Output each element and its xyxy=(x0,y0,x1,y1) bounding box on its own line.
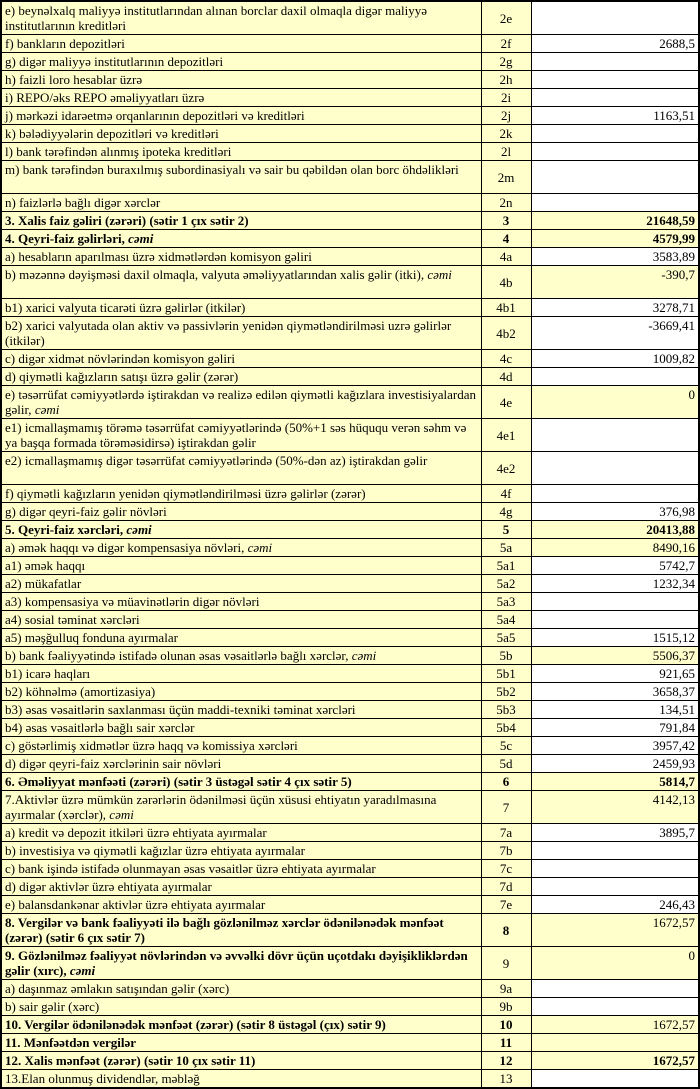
row-label-cell xyxy=(1,593,481,611)
row-code-cell: 4b1 xyxy=(481,299,531,317)
table-row xyxy=(1,230,699,248)
row-label-text: d) qiymətli kağızların satışı üzrə gəlir (zərər) xyxy=(5,369,239,384)
row-label-cell xyxy=(1,629,481,647)
row-code-cell: 9b xyxy=(481,998,531,1016)
row-value-cell xyxy=(531,593,699,611)
row-label-cell xyxy=(1,89,481,107)
row-label-italic-suffix: cəmi xyxy=(128,231,154,246)
row-code-cell: 7a xyxy=(481,824,531,842)
row-label-cell xyxy=(1,143,481,161)
table-row xyxy=(1,719,699,737)
table-row xyxy=(1,368,699,386)
table-row xyxy=(1,842,699,860)
row-label-text: b2) köhnəlmə (amortizasiya) xyxy=(5,684,156,699)
table-row xyxy=(1,350,699,368)
row-label-text: a4) sosial təminat xərcləri xyxy=(5,612,140,627)
row-value-cell xyxy=(531,860,699,878)
row-value-cell: 1163,51 xyxy=(531,107,699,125)
row-label-text: 9. Gözlənilməz fəaliyyət növlərindən və əvvəlki dövr üçün uçotdakı dəyişikliklərdən gəlir (xırc), xyxy=(5,948,468,978)
table-row xyxy=(1,248,699,266)
row-value-cell: 0 xyxy=(531,947,699,980)
row-code-cell: 5b xyxy=(481,647,531,665)
row-value-cell xyxy=(531,1,699,35)
row-label-text: d) digər aktivlər üzrə ehtiyata ayırmalar xyxy=(5,879,212,894)
row-label-text: l) bank tərəfindən alınmış ipoteka kreditləri xyxy=(5,144,232,159)
row-label-cell xyxy=(1,317,481,350)
row-code-cell: 2m xyxy=(481,161,531,194)
row-code-cell: 4g xyxy=(481,503,531,521)
row-label-text: a) daşınmaz əmlakın satışından gəlir (xərc) xyxy=(5,981,230,996)
row-label-cell xyxy=(1,1016,481,1034)
row-label-cell xyxy=(1,35,481,53)
row-label-cell xyxy=(1,860,481,878)
table-row xyxy=(1,143,699,161)
table-row xyxy=(1,299,699,317)
row-value-cell xyxy=(531,194,699,212)
table-row xyxy=(1,665,699,683)
row-value-cell xyxy=(531,419,699,452)
row-label-text: 12. Xalis mənfəət (zərər) (sətir 10 çıx sətir 11) xyxy=(5,1053,256,1068)
row-label-italic-suffix: cəmi xyxy=(247,540,273,555)
table-row xyxy=(1,485,699,503)
row-code-cell: 12 xyxy=(481,1052,531,1070)
row-label-cell xyxy=(1,1034,481,1052)
row-label-cell xyxy=(1,299,481,317)
row-label-text: b) investisiya və qiymətli kağızlar üzrə ehtiyata ayırmalar xyxy=(5,843,305,858)
table-row xyxy=(1,1070,699,1089)
table-row xyxy=(1,194,699,212)
row-code-cell: 2f xyxy=(481,35,531,53)
row-label-text: f) qiymətli kağızların yenidən qiymətləndirilməsi üzrə gəlirlər (zərər) xyxy=(5,486,366,501)
row-label-text: 4. Qeyri-faiz gəlirləri, xyxy=(5,231,129,246)
table-row xyxy=(1,791,699,824)
row-label-cell xyxy=(1,683,481,701)
row-code-cell: 7c xyxy=(481,860,531,878)
row-label-text: e) beynəlxalq maliyyə institutlarından alınan borclar daxil olmaqla digər maliyyə institutlarının kreditləri xyxy=(5,3,427,33)
row-label-text: 6. Əməliyyat mənfəəti (zərəri) (sətir 3 üstəgəl sətir 4 çıx sətir 5) xyxy=(5,774,352,789)
row-label-text: g) digər maliyyə institutlarının depozitləri xyxy=(5,54,224,69)
table-row xyxy=(1,35,699,53)
row-value-cell xyxy=(531,611,699,629)
row-label-text: c) bank işində istifadə olunmayan əsas vəsaitlər üzrə ehtiyata ayırmalar xyxy=(5,861,376,876)
row-code-cell: 4 xyxy=(481,230,531,248)
table-row xyxy=(1,1016,699,1034)
row-label-text: i) REPO/əks REPO əməliyyatları üzrə xyxy=(5,90,205,105)
row-value-cell: 1672,57 xyxy=(531,1016,699,1034)
row-code-cell: 5a4 xyxy=(481,611,531,629)
table-row xyxy=(1,71,699,89)
row-label-italic-suffix: cəmi xyxy=(427,267,452,282)
row-code-cell: 6 xyxy=(481,773,531,791)
table-row xyxy=(1,947,699,980)
row-label-cell xyxy=(1,878,481,896)
row-label-text: b3) əsas vəsaitlərin saxlanması üçün maddi-texniki təminat xərcləri xyxy=(5,702,356,717)
row-value-cell xyxy=(531,878,699,896)
row-code-cell: 5a1 xyxy=(481,557,531,575)
row-value-cell: 3895,7 xyxy=(531,824,699,842)
row-label-cell xyxy=(1,737,481,755)
row-value-cell: 3278,71 xyxy=(531,299,699,317)
table-row xyxy=(1,266,699,299)
row-value-cell xyxy=(531,980,699,998)
row-value-cell: 376,98 xyxy=(531,503,699,521)
row-value-cell xyxy=(531,485,699,503)
row-value-cell: 20413,88 xyxy=(531,521,699,539)
row-code-cell: 5c xyxy=(481,737,531,755)
row-value-cell: 1672,57 xyxy=(531,1052,699,1070)
table-row xyxy=(1,683,699,701)
row-value-cell: 921,65 xyxy=(531,665,699,683)
table-row xyxy=(1,503,699,521)
row-label-cell xyxy=(1,701,481,719)
row-label-text: b4) əsas vəsaitlərlə bağlı sair xərclər xyxy=(5,720,195,735)
row-label-text: e) balansdankənar aktivlər üzrə ehtiyata ayırmalar xyxy=(5,897,266,912)
row-label-cell xyxy=(1,557,481,575)
table-row xyxy=(1,89,699,107)
row-label-cell xyxy=(1,539,481,557)
row-code-cell: 2e xyxy=(481,1,531,35)
row-label-text: a) kredit və depozit itkiləri üzrə ehtiyata ayırmalar xyxy=(5,825,267,840)
table-row xyxy=(1,755,699,773)
row-code-cell: 7e xyxy=(481,896,531,914)
row-value-cell: 134,51 xyxy=(531,701,699,719)
row-label-cell xyxy=(1,842,481,860)
row-code-cell: 5b2 xyxy=(481,683,531,701)
row-label-cell xyxy=(1,611,481,629)
row-value-cell xyxy=(531,53,699,71)
row-label-text: h) faizli loro hesablar üzrə xyxy=(5,72,143,87)
row-label-cell xyxy=(1,719,481,737)
row-label-italic-suffix: cəmi xyxy=(351,648,377,663)
row-label-text: f) bankların depozitləri xyxy=(5,36,125,51)
row-value-cell xyxy=(531,1070,699,1089)
row-code-cell: 5a3 xyxy=(481,593,531,611)
row-value-cell: 3658,37 xyxy=(531,683,699,701)
row-code-cell: 2n xyxy=(481,194,531,212)
table-row xyxy=(1,53,699,71)
row-value-cell: 246,43 xyxy=(531,896,699,914)
row-value-cell xyxy=(531,89,699,107)
row-label-text: 13.Elan olunmuş dividendlər, məbləğ xyxy=(5,1071,200,1086)
row-value-cell xyxy=(531,368,699,386)
row-label-text: b2) xarici valyutada olan aktiv və passivlərin yenidən qiymətləndirilməsi uzrə gəlirlər (itkilər) xyxy=(5,318,452,348)
row-label-cell xyxy=(1,914,481,947)
row-code-cell: 4d xyxy=(481,368,531,386)
row-label-cell xyxy=(1,896,481,914)
row-label-text: m) bank tərəfindən buraxılmış subordinasiyalı və sair bu qəbildən olan borc öhdəlikləri xyxy=(5,162,459,177)
row-code-cell: 13 xyxy=(481,1070,531,1089)
row-value-cell: -3669,41 xyxy=(531,317,699,350)
row-value-cell: 1515,12 xyxy=(531,629,699,647)
row-code-cell: 2k xyxy=(481,125,531,143)
row-code-cell: 4f xyxy=(481,485,531,503)
row-label-text: a2) mükafatlar xyxy=(5,576,82,591)
row-code-cell: 7b xyxy=(481,842,531,860)
row-code-cell: 9a xyxy=(481,980,531,998)
row-label-text: e) təsərrüfat cəmiyyətlərdə iştirakdan və realizə edilən qiymətli kağızlara investisiyalardan gəlir, xyxy=(5,387,477,417)
row-code-cell: 10 xyxy=(481,1016,531,1034)
row-code-cell: 5a5 xyxy=(481,629,531,647)
row-label-italic-suffix: cəmi xyxy=(34,402,60,417)
row-label-text: d) digər qeyri-faiz xərclərinin sair növləri xyxy=(5,756,222,771)
row-label-cell xyxy=(1,1070,481,1089)
row-code-cell: 5b1 xyxy=(481,665,531,683)
table-row xyxy=(1,539,699,557)
row-code-cell: 2l xyxy=(481,143,531,161)
row-label-italic-suffix: cəmi xyxy=(69,963,96,978)
row-code-cell: 3 xyxy=(481,212,531,230)
row-label-italic-suffix: cəmi xyxy=(109,807,134,822)
row-code-cell: 4e xyxy=(481,386,531,419)
table-row xyxy=(1,998,699,1016)
row-label-text: b) sair gəlir (xərc) xyxy=(5,999,100,1014)
row-label-text: 7.Aktivlər üzrə mümkün zərərlərin ödənilməsi üçün xüsusi ehtiyatın yaradılmasına ayırmalar (xərclər), xyxy=(5,792,437,822)
row-label-cell xyxy=(1,773,481,791)
row-label-cell xyxy=(1,485,481,503)
table-row xyxy=(1,914,699,947)
row-label-text: e1) icmallaşmamış törəmə təsərrüfat cəmiyyətlərində (50%+1 səs hüququ verən səhm və ya başqa formada törəməsidirsə) iştirakdan gəlir xyxy=(5,420,467,450)
row-code-cell: 4a xyxy=(481,248,531,266)
row-label-cell xyxy=(1,230,481,248)
row-label-cell xyxy=(1,980,481,998)
row-label-cell xyxy=(1,53,481,71)
row-label-text: a3) kompensasiya və müavinətlərin digər növləri xyxy=(5,594,260,609)
table-row xyxy=(1,452,699,485)
row-value-cell: 4579,99 xyxy=(531,230,699,248)
row-label-text: k) bələdiyyələrin depozitləri və kreditləri xyxy=(5,126,219,141)
row-value-cell: 21648,59 xyxy=(531,212,699,230)
table-row xyxy=(1,107,699,125)
table-row xyxy=(1,1052,699,1070)
row-code-cell: 9 xyxy=(481,947,531,980)
row-label-cell xyxy=(1,125,481,143)
row-value-cell: 3583,89 xyxy=(531,248,699,266)
table-row xyxy=(1,521,699,539)
table-row xyxy=(1,557,699,575)
row-value-cell xyxy=(531,71,699,89)
row-code-cell: 5 xyxy=(481,521,531,539)
row-value-cell: 1009,82 xyxy=(531,350,699,368)
row-code-cell: 5b3 xyxy=(481,701,531,719)
row-value-cell xyxy=(531,125,699,143)
row-code-cell: 2j xyxy=(481,107,531,125)
row-label-cell xyxy=(1,107,481,125)
row-label-text: b) məzənnə dəyişməsi daxil olmaqla, valyuta əməliyyatlarından xalis gəlir (itki), xyxy=(5,267,428,282)
row-value-cell xyxy=(531,452,699,485)
row-value-cell: 2459,93 xyxy=(531,755,699,773)
row-label-text: a) əmək haqqı və digər kompensasiya növləri, xyxy=(5,540,248,555)
row-value-cell: 8490,16 xyxy=(531,539,699,557)
row-value-cell: 5742,7 xyxy=(531,557,699,575)
row-code-cell: 4c xyxy=(481,350,531,368)
row-code-cell: 4e1 xyxy=(481,419,531,452)
row-label-text: b1) xarici valyuta ticarəti üzrə gəlirlər (itkilər) xyxy=(5,300,246,315)
row-value-cell xyxy=(531,1034,699,1052)
row-label-text: a5) məşğulluq fonduna ayırmalar xyxy=(5,630,178,645)
row-label-cell xyxy=(1,1,481,35)
row-code-cell: 5d xyxy=(481,755,531,773)
row-label-text: b1) icarə haqları xyxy=(5,666,91,681)
table-row xyxy=(1,125,699,143)
row-label-cell xyxy=(1,521,481,539)
row-label-text: c) digər xidmət növlərindən komisyon gəliri xyxy=(5,351,235,366)
row-label-cell xyxy=(1,452,481,485)
table-row xyxy=(1,161,699,194)
table-row xyxy=(1,860,699,878)
row-code-cell: 5a2 xyxy=(481,575,531,593)
row-label-text: e2) icmallaşmamış digər təsərrüfat cəmiyyətlərində (50%-dən az) iştirakdan gəlir xyxy=(5,453,428,468)
row-label-text: j) mərkəzi idarəetmə orqanlarının depozitləri və kreditləri xyxy=(5,108,305,123)
row-value-cell: 3957,42 xyxy=(531,737,699,755)
row-label-cell xyxy=(1,503,481,521)
row-code-cell: 5b4 xyxy=(481,719,531,737)
row-label-text: 8. Vergilər və bank fəaliyyəti ilə bağlı gözlənilməz xərclər ödənilənədək mənfəət (zərər) (sətir 6 çıx sətir 7) xyxy=(5,915,444,945)
row-code-cell: 2i xyxy=(481,89,531,107)
row-value-cell: 791,84 xyxy=(531,719,699,737)
row-label-cell xyxy=(1,665,481,683)
table-row xyxy=(1,737,699,755)
row-label-cell xyxy=(1,350,481,368)
row-label-text: 11. Mənfəətdən vergilər xyxy=(5,1035,137,1050)
row-label-cell xyxy=(1,647,481,665)
row-label-text: c) göstərlimiş xidmətlər üzrə haqq və komissiya xərcləri xyxy=(5,738,298,753)
table-row xyxy=(1,824,699,842)
table-row xyxy=(1,575,699,593)
table-row xyxy=(1,629,699,647)
table-row xyxy=(1,317,699,350)
table-row xyxy=(1,212,699,230)
row-label-cell xyxy=(1,824,481,842)
row-label-text: 10. Vergilər ödənilənədək mənfəət (zərər) (sətir 8 üstəgəl (çıx) sətir 9) xyxy=(5,1017,386,1032)
row-label-cell xyxy=(1,755,481,773)
table-row xyxy=(1,878,699,896)
table-row xyxy=(1,611,699,629)
row-code-cell: 4e2 xyxy=(481,452,531,485)
row-value-cell xyxy=(531,161,699,194)
row-label-text: g) digər qeyri-faiz gəlir növləri xyxy=(5,504,167,519)
row-value-cell: 5506,37 xyxy=(531,647,699,665)
row-label-cell xyxy=(1,575,481,593)
row-label-text: 5. Qeyri-faiz xərcləri, xyxy=(5,522,127,537)
row-label-cell xyxy=(1,248,481,266)
row-code-cell: 5a xyxy=(481,539,531,557)
row-label-text: 3. Xalis faiz gəliri (zərəri) (sətir 1 çıx sətir 2) xyxy=(5,213,249,228)
table-row xyxy=(1,701,699,719)
row-label-cell xyxy=(1,947,481,980)
row-value-cell xyxy=(531,143,699,161)
row-label-cell xyxy=(1,266,481,299)
table-row xyxy=(1,896,699,914)
row-label-text: a1) əmək haqqı xyxy=(5,558,86,573)
row-label-text: a) hesabların aparılması üzrə xidmətlərdən komisyon gəliri xyxy=(5,249,312,264)
row-value-cell: 4142,13 xyxy=(531,791,699,824)
row-code-cell: 2g xyxy=(481,53,531,71)
row-code-cell: 4b2 xyxy=(481,317,531,350)
row-label-cell xyxy=(1,71,481,89)
income-statement-rows xyxy=(1,1,699,1088)
row-code-cell: 11 xyxy=(481,1034,531,1052)
row-value-cell: 1672,57 xyxy=(531,914,699,947)
row-label-italic-suffix: cəmi xyxy=(126,522,152,537)
row-label-cell xyxy=(1,998,481,1016)
table-row xyxy=(1,980,699,998)
row-code-cell: 4b xyxy=(481,266,531,299)
row-label-cell xyxy=(1,161,481,194)
row-value-cell: 1232,34 xyxy=(531,575,699,593)
row-label-cell xyxy=(1,1052,481,1070)
row-value-cell: -390,7 xyxy=(531,266,699,299)
row-value-cell xyxy=(531,998,699,1016)
row-value-cell: 0 xyxy=(531,386,699,419)
row-code-cell: 8 xyxy=(481,914,531,947)
row-label-cell xyxy=(1,212,481,230)
row-code-cell: 7 xyxy=(481,791,531,824)
row-code-cell: 7d xyxy=(481,878,531,896)
table-row xyxy=(1,1,699,35)
row-value-cell: 2688,5 xyxy=(531,35,699,53)
row-label-cell xyxy=(1,791,481,824)
row-value-cell xyxy=(531,842,699,860)
row-label-cell xyxy=(1,194,481,212)
table-row xyxy=(1,386,699,419)
row-label-cell xyxy=(1,419,481,452)
table-row xyxy=(1,1034,699,1052)
table-row xyxy=(1,419,699,452)
row-label-text: b) bank fəaliyyətində istifadə olunan əsas vəsaitlərlə bağlı xərclər, xyxy=(5,648,352,663)
row-label-text: n) faizlərlə bağlı digər xərclər xyxy=(5,195,161,210)
table-row xyxy=(1,647,699,665)
row-label-cell xyxy=(1,386,481,419)
row-label-cell xyxy=(1,368,481,386)
row-value-cell: 5814,7 xyxy=(531,773,699,791)
row-code-cell: 2h xyxy=(481,71,531,89)
table-row xyxy=(1,593,699,611)
table-row xyxy=(1,773,699,791)
